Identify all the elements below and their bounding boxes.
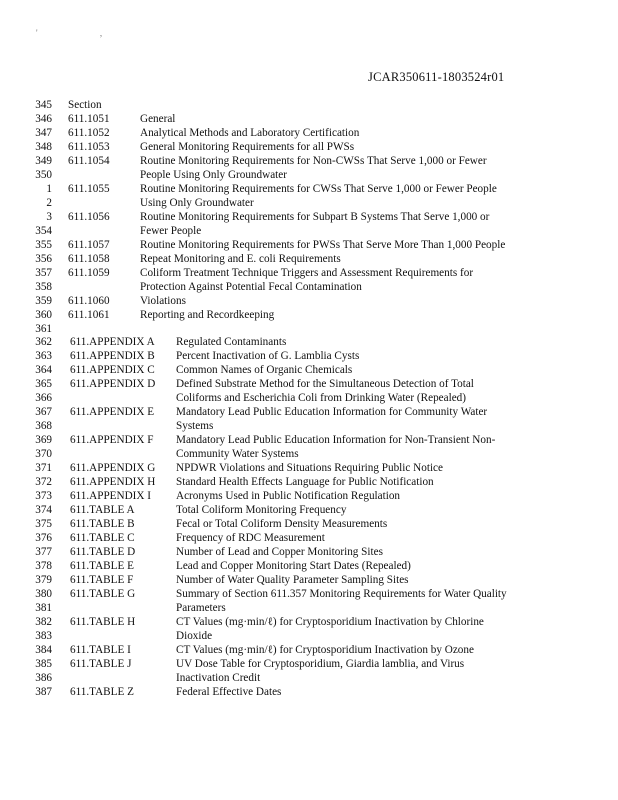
section-line — [0, 197, 618, 211]
section-title: Protection Against Potential Fecal Contamination — [140, 280, 362, 293]
section-line — [0, 155, 618, 169]
line-number: 386 — [35, 671, 52, 684]
appendix-line — [0, 350, 618, 364]
appendix-line — [0, 518, 618, 532]
appendix-line — [0, 546, 618, 560]
line-number: 348 — [35, 140, 52, 153]
section-number: 611.1059 — [68, 266, 110, 279]
section-title: Routine Monitoring Requirements for Subpart B Systems That Serve 1,000 or — [140, 210, 490, 223]
appendix-line — [0, 672, 618, 686]
appendix-title: Coliforms and Escherichia Coli from Drinking Water (Repealed) — [176, 392, 466, 405]
section-number: 611.1053 — [68, 140, 110, 153]
section-number: 611.1054 — [68, 154, 110, 167]
section-title: General Monitoring Requirements for all PWSs — [140, 140, 355, 153]
line-number: 383 — [35, 629, 52, 642]
line-number: 361 — [35, 322, 52, 335]
appendix-code: 611.TABLE C — [70, 532, 135, 545]
line-number: 1 — [46, 182, 52, 195]
section-title: Violations — [140, 294, 186, 307]
line-number: 356 — [35, 252, 52, 265]
line-number: 384 — [35, 643, 52, 656]
appendix-title: Total Coliform Monitoring Frequency — [176, 504, 347, 517]
scan-specks: ' , — [36, 28, 133, 38]
line-number: 371 — [35, 462, 52, 475]
appendix-code: 611.APPENDIX B — [70, 350, 155, 363]
section-line — [0, 239, 618, 253]
appendix-code: 611.APPENDIX H — [70, 476, 156, 489]
appendix-title: Lead and Copper Monitoring Start Dates (Repealed) — [176, 559, 411, 572]
section-number: Section — [68, 99, 102, 111]
section-number: 611.1057 — [68, 238, 110, 251]
section-line — [0, 309, 618, 323]
line-numbered-listing — [0, 99, 618, 700]
appendix-code: 611.APPENDIX I — [70, 490, 152, 503]
appendix-code: 611.APPENDIX G — [70, 462, 156, 475]
line-number: 366 — [35, 392, 52, 405]
line-number: 387 — [35, 685, 52, 698]
section-line — [0, 169, 618, 183]
appendix-code: 611.TABLE E — [70, 559, 134, 572]
appendix-title: NPDWR Violations and Situations Requiring Public Notice — [176, 462, 443, 475]
appendix-title: Mandatory Lead Public Education Information for Non-Transient Non- — [176, 434, 496, 447]
appendix-code: 611.TABLE B — [70, 518, 135, 531]
section-title: Routine Monitoring Requirements for PWSs That Serve More Than 1,000 People — [140, 238, 506, 251]
line-number: 357 — [35, 266, 52, 279]
appendix-code: 611.APPENDIX F — [70, 434, 154, 447]
line-number: 382 — [35, 615, 52, 628]
appendix-title: Percent Inactivation of G. Lamblia Cysts — [176, 350, 360, 363]
section-title: Routine Monitoring Requirements for Non-CWSs That Serve 1,000 or Fewer — [140, 154, 487, 167]
appendix-code: 611.TABLE A — [70, 504, 135, 517]
line-number: 360 — [35, 308, 52, 321]
line-number: 364 — [35, 364, 52, 377]
section-title: Coliform Treatment Technique Triggers and Assessment Requirements for — [140, 266, 474, 279]
section-number: 611.1058 — [68, 252, 110, 265]
section-title: Analytical Methods and Laboratory Certification — [140, 126, 360, 139]
line-number: 362 — [35, 336, 52, 349]
appendix-line — [0, 378, 618, 392]
section-title: Fewer People — [140, 224, 202, 237]
appendix-line — [0, 476, 618, 490]
appendix-code: 611.APPENDIX D — [70, 378, 156, 391]
section-title: Routine Monitoring Requirements for CWSs That Serve 1,000 or Fewer People — [140, 182, 497, 195]
line-number: 363 — [35, 350, 52, 363]
appendix-title: Regulated Contaminants — [176, 336, 287, 349]
appendix-line — [0, 560, 618, 574]
line-number: 373 — [35, 490, 52, 503]
appendix-code: 611.APPENDIX A — [70, 336, 155, 349]
line-number: 367 — [35, 406, 52, 419]
appendix-line — [0, 574, 618, 588]
section-line — [0, 127, 618, 141]
appendix-line — [0, 420, 618, 434]
appendix-code: 611.APPENDIX E — [70, 406, 155, 419]
section-line — [0, 113, 618, 127]
section-number: 611.1056 — [68, 210, 110, 223]
section-number: 611.1061 — [68, 308, 110, 321]
section-line — [0, 323, 618, 337]
appendix-title: Inactivation Credit — [176, 671, 261, 684]
appendix-title: Number of Lead and Copper Monitoring Sites — [176, 546, 383, 558]
appendix-title: CT Values (mg·min/ℓ) for Cryptosporidium Inactivation by Ozone — [176, 643, 474, 656]
appendix-line — [0, 686, 618, 700]
appendix-line — [0, 658, 618, 672]
appendix-line — [0, 588, 618, 602]
appendix-title: Dioxide — [176, 629, 213, 642]
appendix-line — [0, 434, 618, 448]
section-line — [0, 281, 618, 295]
line-number: 372 — [35, 476, 52, 489]
section-line — [0, 211, 618, 225]
line-number: 385 — [35, 657, 52, 670]
section-line — [0, 141, 618, 155]
line-number: 355 — [35, 238, 52, 251]
appendix-title: Fecal or Total Coliform Density Measurements — [176, 518, 388, 531]
section-title: Using Only Groundwater — [140, 196, 254, 209]
appendix-title: Mandatory Lead Public Education Information for Community Water — [176, 406, 488, 419]
appendix-line — [0, 406, 618, 420]
appendix-line — [0, 630, 618, 644]
line-number: 369 — [35, 434, 52, 447]
line-number: 349 — [35, 154, 52, 167]
section-title: People Using Only Groundwater — [140, 168, 287, 181]
appendix-title: Systems — [176, 420, 214, 433]
line-number: 375 — [35, 518, 52, 531]
appendix-title: Summary of Section 611.357 Monitoring Requirements for Water Quality — [176, 587, 507, 600]
appendix-line — [0, 462, 618, 476]
appendix-line — [0, 364, 618, 378]
section-title: Reporting and Recordkeeping — [140, 308, 275, 321]
section-number: 611.1055 — [68, 182, 110, 195]
appendix-title: Standard Health Effects Language for Public Notification — [176, 476, 434, 489]
line-number: 347 — [35, 126, 52, 139]
line-number: 381 — [35, 601, 52, 614]
section-number: 611.1060 — [68, 294, 110, 307]
line-number: 378 — [35, 559, 52, 572]
appendix-code: 611.TABLE H — [70, 615, 136, 628]
line-number: 3 — [46, 210, 52, 223]
appendix-code: 611.TABLE Z — [70, 685, 134, 698]
appendix-line — [0, 616, 618, 630]
section-title: General — [140, 112, 176, 125]
line-number: 377 — [35, 546, 52, 558]
line-number: 379 — [35, 573, 52, 586]
appendix-line — [0, 336, 618, 350]
section-line — [0, 253, 618, 267]
section-title: Repeat Monitoring and E. coli Requirements — [140, 252, 341, 265]
appendix-code: 611.TABLE G — [70, 587, 136, 600]
appendix-line — [0, 644, 618, 658]
section-number: 611.1052 — [68, 126, 110, 139]
document-id: JCAR350611-1803524r01 — [368, 70, 505, 84]
section-line — [0, 225, 618, 239]
line-number: 365 — [35, 378, 52, 391]
appendix-code: 611.TABLE J — [70, 657, 132, 670]
appendix-code: 611.TABLE D — [70, 546, 136, 558]
appendix-line — [0, 602, 618, 616]
appendix-title: Federal Effective Dates — [176, 685, 282, 698]
appendix-code: 611.TABLE I — [70, 643, 131, 656]
section-line — [0, 267, 618, 281]
appendix-title: CT Values (mg·min/ℓ) for Cryptosporidium Inactivation by Chlorine — [176, 615, 484, 628]
section-line — [0, 295, 618, 309]
appendix-line — [0, 504, 618, 518]
line-number: 370 — [35, 448, 52, 461]
line-number: 346 — [35, 112, 52, 125]
appendix-title: Parameters — [176, 601, 226, 614]
appendix-line — [0, 392, 618, 406]
appendix-title: UV Dose Table for Cryptosporidium, Giardia lamblia, and Virus — [176, 657, 465, 670]
appendix-line — [0, 448, 618, 462]
line-number: 380 — [35, 587, 52, 600]
line-number: 345 — [35, 99, 52, 111]
line-number: 358 — [35, 280, 52, 293]
appendix-title: Acronyms Used in Public Notification Regulation — [176, 490, 401, 503]
line-number: 2 — [46, 196, 52, 209]
appendix-code: 611.TABLE F — [70, 573, 134, 586]
line-number: 354 — [35, 224, 52, 237]
line-number: 368 — [35, 420, 52, 433]
appendix-line — [0, 490, 618, 504]
appendix-line — [0, 532, 618, 546]
appendix-title: Common Names of Organic Chemicals — [176, 364, 353, 377]
line-number: 376 — [35, 532, 52, 545]
section-line — [0, 183, 618, 197]
section-number: 611.1051 — [68, 112, 110, 125]
appendix-title: Community Water Systems — [176, 448, 299, 461]
appendix-title: Defined Substrate Method for the Simultaneous Detection of Total — [176, 378, 474, 391]
line-number: 374 — [35, 504, 52, 517]
line-number: 359 — [35, 294, 52, 307]
appendix-title: Number of Water Quality Parameter Sampling Sites — [176, 573, 409, 586]
section-line — [0, 99, 618, 113]
line-number: 350 — [35, 168, 52, 181]
appendix-code: 611.APPENDIX C — [70, 364, 155, 377]
appendix-title: Frequency of RDC Measurement — [176, 532, 325, 545]
